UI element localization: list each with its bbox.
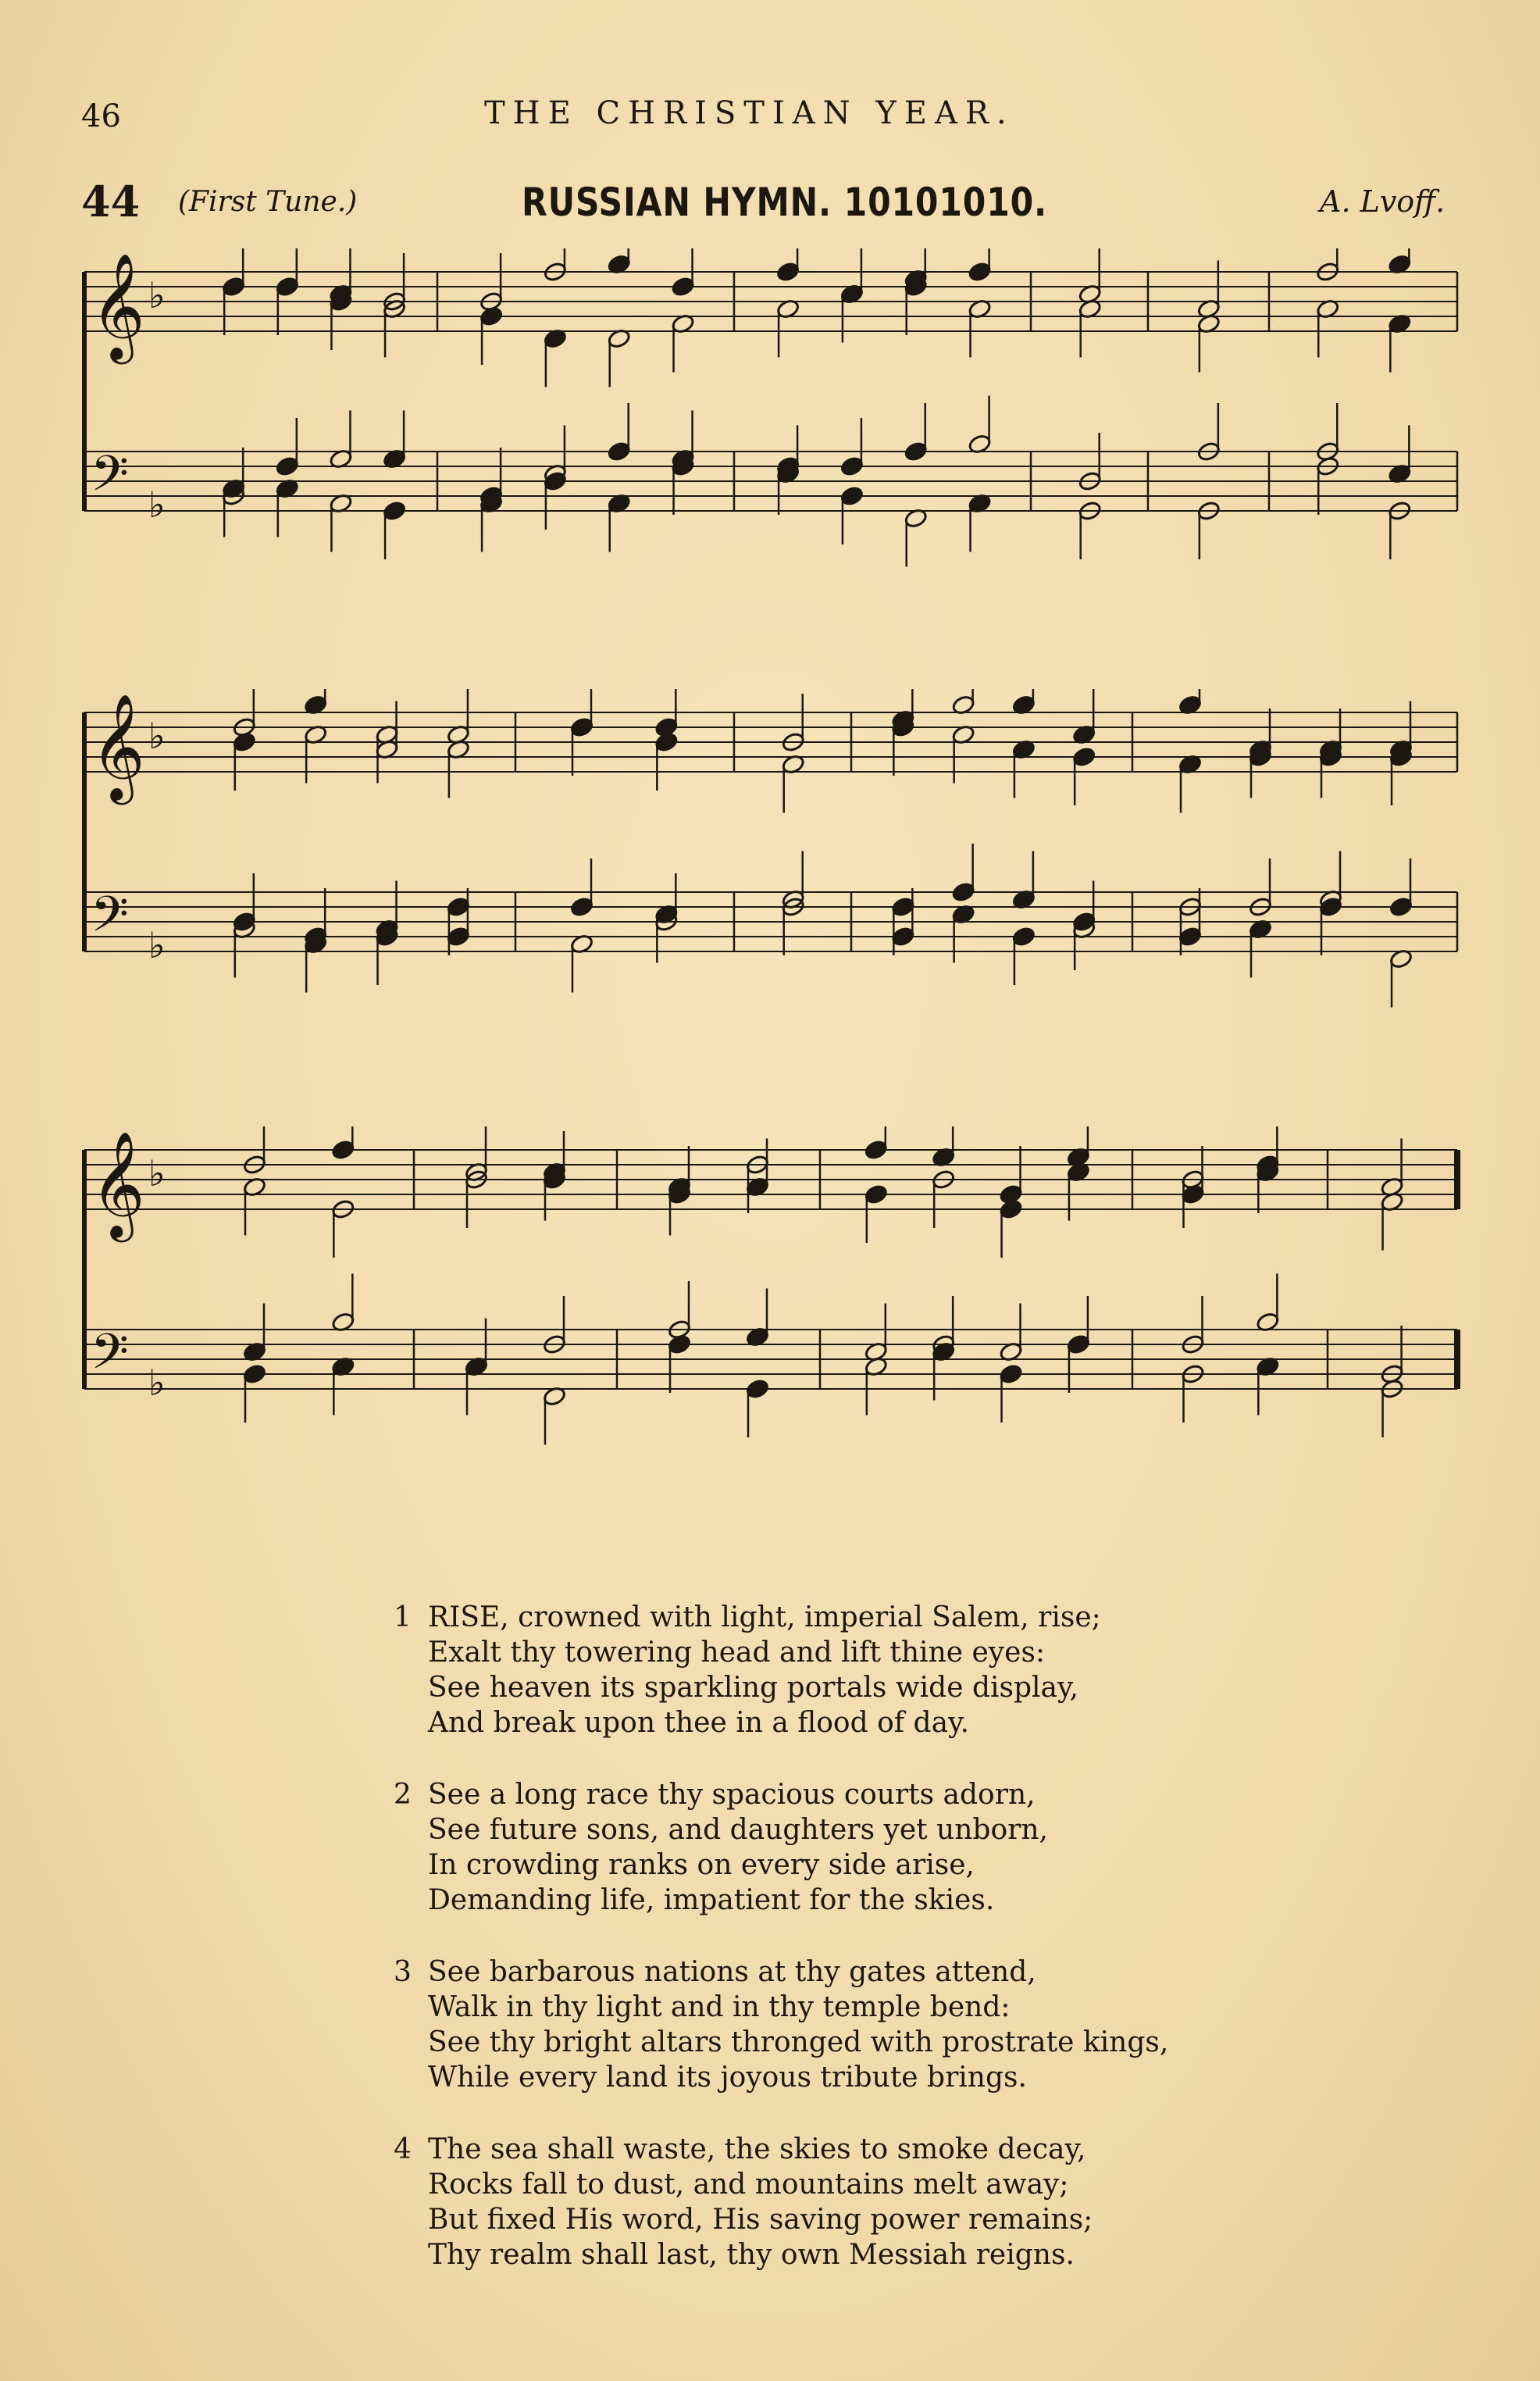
hymn-verses <box>386 1600 1323 2309</box>
bass-staff <box>84 844 1457 1008</box>
hymn-number: 44 <box>81 177 141 227</box>
tune-note: (First Tune.) <box>178 186 358 218</box>
verse-line: Exalt thy towering head and lift thine eyes: <box>428 1637 1046 1669</box>
composer: A. Lvoff. <box>1320 184 1446 219</box>
verse-line: The sea shall waste, the skies to smoke decay, <box>428 2133 1086 2165</box>
bass-clef-icon: 𝄢 <box>91 444 129 514</box>
verse-line: While every land its joyous tribute brings. <box>428 2062 1027 2094</box>
verse-line: Thy realm shall last, thy own Messiah reigns. <box>428 2239 1075 2271</box>
flat-icon: ♭ <box>148 484 166 526</box>
music-system-3 <box>0 1126 1540 1455</box>
treble-staff <box>84 248 1457 387</box>
treble-staff <box>84 689 1457 813</box>
verse-line: See heaven its sparkling portals wide display, <box>428 1672 1079 1704</box>
music-system-1 <box>0 248 1540 577</box>
verse-line: See a long race thy spacious courts adorn, <box>428 1779 1036 1811</box>
bass-clef-icon: 𝄢 <box>91 885 129 955</box>
book-title: THE CHRISTIAN YEAR. <box>484 95 1014 131</box>
bass-clef-icon: 𝄢 <box>91 1323 129 1392</box>
verse <box>386 1600 1323 1740</box>
music-system-2 <box>0 689 1540 1017</box>
verse-line: Walk in thy light and in thy temple bend: <box>428 1991 1011 2023</box>
treble-clef-icon: 𝄞 <box>91 252 145 359</box>
music-score-svg <box>0 689 1540 1017</box>
running-head <box>0 92 1540 139</box>
verse-number: 3 <box>394 1956 412 1988</box>
verse-line: Demanding life, impatient for the skies. <box>428 1884 995 1916</box>
verse <box>386 2132 1323 2272</box>
flat-icon: ♭ <box>148 1152 166 1194</box>
verse-number: 2 <box>394 1779 412 1811</box>
verse-line: And break upon thee in a flood of day. <box>428 1707 970 1739</box>
music-score-svg <box>0 1126 1540 1455</box>
page-number: 46 <box>81 98 121 134</box>
bass-staff <box>84 1274 1457 1445</box>
verse <box>386 1777 1323 1918</box>
verse-line: RISE, crowned with light, imperial Salem, rise; <box>428 1601 1101 1633</box>
verse-line: In crowding ranks on every side arise, <box>428 1849 975 1881</box>
treble-clef-icon: 𝄞 <box>91 1130 145 1237</box>
verse-line: But fixed His word, His saving power remains; <box>428 2204 1093 2236</box>
treble-clef-icon: 𝄞 <box>91 692 145 800</box>
treble-staff <box>84 1126 1457 1258</box>
verse-line: See thy bright altars thronged with prostrate kings, <box>428 2026 1169 2058</box>
flat-icon: ♭ <box>148 715 166 757</box>
tune-title: RUSSIAN HYMN. 10101010. <box>522 180 1048 225</box>
verse <box>386 1954 1323 2095</box>
verse-line: Rocks fall to dust, and mountains melt away; <box>428 2169 1069 2201</box>
music-score-svg <box>0 248 1540 577</box>
verse-number: 4 <box>394 2133 412 2165</box>
flat-icon: ♭ <box>148 274 166 316</box>
verse-line: See barbarous nations at thy gates attend, <box>428 1956 1036 1988</box>
verse-line: See future sons, and daughters yet unborn, <box>428 1814 1048 1846</box>
flat-icon: ♭ <box>148 924 166 966</box>
hymn-heading <box>0 177 1540 231</box>
flat-icon: ♭ <box>148 1362 166 1404</box>
bass-staff <box>84 396 1457 567</box>
verse-number: 1 <box>394 1601 412 1633</box>
